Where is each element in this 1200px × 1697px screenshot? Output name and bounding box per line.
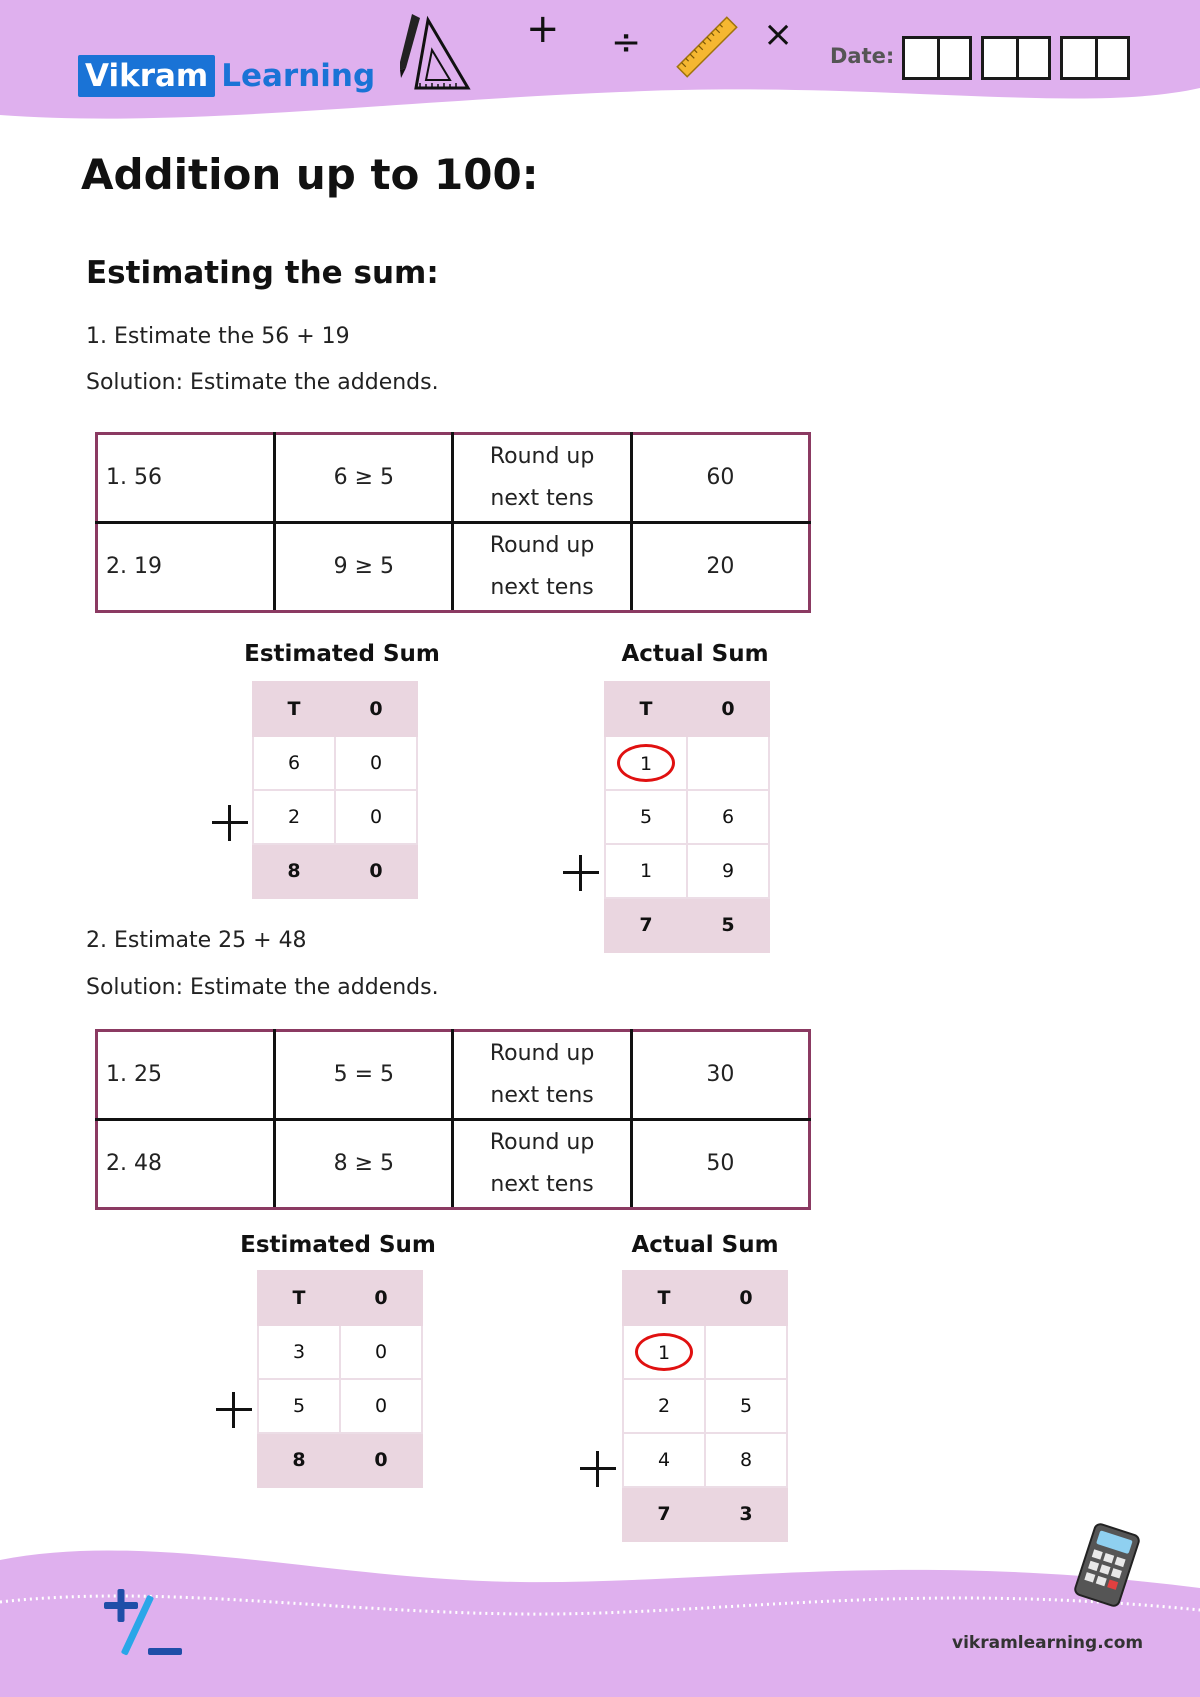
- logo-word1: Vikram: [78, 55, 215, 97]
- carry-circle: 1: [617, 744, 675, 782]
- page-title: Addition up to 100:: [81, 150, 539, 199]
- tens-digit: 7: [605, 898, 687, 952]
- rounding-row: [97, 523, 810, 612]
- carry-digit: [623, 1325, 705, 1379]
- rounding-row: [97, 1120, 810, 1209]
- action-line1: Round up: [489, 1130, 595, 1155]
- divide-symbol: ÷: [611, 22, 642, 63]
- ones-header: 0: [335, 682, 417, 736]
- action-line2: next tens: [490, 486, 594, 511]
- footer-url[interactable]: vikramlearning.com: [952, 1633, 1144, 1653]
- section-title: Estimating the sum:: [86, 255, 439, 291]
- action-line2: next tens: [490, 1083, 594, 1108]
- vikram-learning-logo: [78, 55, 375, 97]
- ones-digit: 0: [335, 844, 417, 898]
- addend-cell: 2. 19: [97, 523, 275, 612]
- tens-digit: 5: [605, 790, 687, 844]
- addend-row: [623, 1433, 787, 1487]
- rule-cell: 9 ≥ 5: [275, 523, 453, 612]
- estimated-sum-table-1: [252, 681, 418, 899]
- ones-digit: 6: [687, 790, 769, 844]
- rounding-row: [97, 434, 810, 523]
- result-cell: 30: [631, 1031, 809, 1120]
- actual-sum-table-2: [622, 1270, 788, 1542]
- tens-header: T: [605, 682, 687, 736]
- ones-header: 0: [705, 1271, 787, 1325]
- logo-word2: Learning: [221, 58, 376, 94]
- date-day-box[interactable]: [902, 36, 972, 80]
- action-line1: Round up: [489, 533, 595, 558]
- tens-digit: 6: [253, 736, 335, 790]
- addend-row: [258, 1379, 422, 1433]
- rounding-row: [97, 1031, 810, 1120]
- carry-row: [623, 1325, 787, 1379]
- solution-2: Solution: Estimate the addends.: [86, 975, 439, 1000]
- sum-row: [258, 1433, 422, 1487]
- addend-row: [623, 1379, 787, 1433]
- tens-digit: 1: [605, 844, 687, 898]
- estimated-sum-table-2: [257, 1270, 423, 1488]
- empty-cell: [705, 1325, 787, 1379]
- rule-cell: 5 = 5: [275, 1031, 453, 1120]
- result-cell: 20: [631, 523, 809, 612]
- place-value-header: [605, 682, 769, 736]
- result-cell: 60: [631, 434, 809, 523]
- sum-row: [623, 1487, 787, 1541]
- tens-digit: 8: [258, 1433, 340, 1487]
- addend-cell: 1. 25: [97, 1031, 275, 1120]
- date-month-box[interactable]: [981, 36, 1051, 80]
- action-cell: [453, 1031, 631, 1120]
- tens-digit: 5: [258, 1379, 340, 1433]
- ones-digit: 0: [340, 1325, 422, 1379]
- addend-row: [605, 844, 769, 898]
- action-line2: next tens: [490, 1172, 594, 1197]
- rounding-table-2: [95, 1029, 811, 1210]
- tens-digit: 4: [623, 1433, 705, 1487]
- addend-row: [253, 790, 417, 844]
- ruler-icon: [676, 16, 738, 78]
- plus-sign: [216, 1392, 252, 1428]
- plus-sign: [212, 805, 248, 841]
- result-cell: 50: [631, 1120, 809, 1209]
- place-value-header: [623, 1271, 787, 1325]
- actual-sum-title-1: Actual Sum: [621, 641, 769, 667]
- carry-row: [605, 736, 769, 790]
- times-symbol: ×: [763, 14, 794, 55]
- plus-sign: [563, 855, 599, 891]
- rule-cell: 6 ≥ 5: [275, 434, 453, 523]
- ones-header: 0: [687, 682, 769, 736]
- estimated-sum-title-1: Estimated Sum: [244, 641, 440, 667]
- tens-digit: 3: [258, 1325, 340, 1379]
- carry-digit: [605, 736, 687, 790]
- tens-digit: 2: [623, 1379, 705, 1433]
- plus-sign: [580, 1451, 616, 1487]
- tens-header: T: [253, 682, 335, 736]
- ones-digit: 9: [687, 844, 769, 898]
- action-cell: [453, 434, 631, 523]
- ones-digit: 0: [340, 1379, 422, 1433]
- set-square-pencil-icon: [398, 12, 472, 92]
- ones-digit: 5: [687, 898, 769, 952]
- action-line1: Round up: [489, 444, 595, 469]
- estimated-sum-title-2: Estimated Sum: [240, 1232, 436, 1258]
- tens-digit: 7: [623, 1487, 705, 1541]
- ones-digit: 5: [705, 1379, 787, 1433]
- question-1: 1. Estimate the 56 + 19: [86, 324, 350, 349]
- ones-digit: 8: [705, 1433, 787, 1487]
- addend-cell: 2. 48: [97, 1120, 275, 1209]
- rounding-table-1: [95, 432, 811, 613]
- ones-digit: 0: [340, 1433, 422, 1487]
- action-line1: Round up: [489, 1041, 595, 1066]
- tens-digit: 2: [253, 790, 335, 844]
- tens-header: T: [623, 1271, 705, 1325]
- addend-row: [253, 736, 417, 790]
- plus-symbol: +: [526, 6, 560, 52]
- date-year-box[interactable]: [1060, 36, 1130, 80]
- date-label: Date:: [830, 44, 895, 68]
- actual-sum-table-1: [604, 681, 770, 953]
- ones-digit: 0: [335, 790, 417, 844]
- place-value-header: [258, 1271, 422, 1325]
- carry-circle: 1: [635, 1333, 693, 1371]
- addend-row: [258, 1325, 422, 1379]
- sum-row: [605, 898, 769, 952]
- ones-header: 0: [340, 1271, 422, 1325]
- empty-cell: [687, 736, 769, 790]
- ones-digit: 3: [705, 1487, 787, 1541]
- rule-cell: 8 ≥ 5: [275, 1120, 453, 1209]
- actual-sum-title-2: Actual Sum: [631, 1232, 779, 1258]
- action-cell: [453, 523, 631, 612]
- addend-cell: 1. 56: [97, 434, 275, 523]
- tens-digit: 8: [253, 844, 335, 898]
- solution-1: Solution: Estimate the addends.: [86, 370, 439, 395]
- ones-digit: 0: [335, 736, 417, 790]
- question-2: 2. Estimate 25 + 48: [86, 928, 307, 953]
- calculator-icon: [1070, 1522, 1144, 1608]
- addend-row: [605, 790, 769, 844]
- plus-minus-icon: [102, 1588, 184, 1668]
- sum-row: [253, 844, 417, 898]
- tens-header: T: [258, 1271, 340, 1325]
- place-value-header: [253, 682, 417, 736]
- action-line2: next tens: [490, 575, 594, 600]
- action-cell: [453, 1120, 631, 1209]
